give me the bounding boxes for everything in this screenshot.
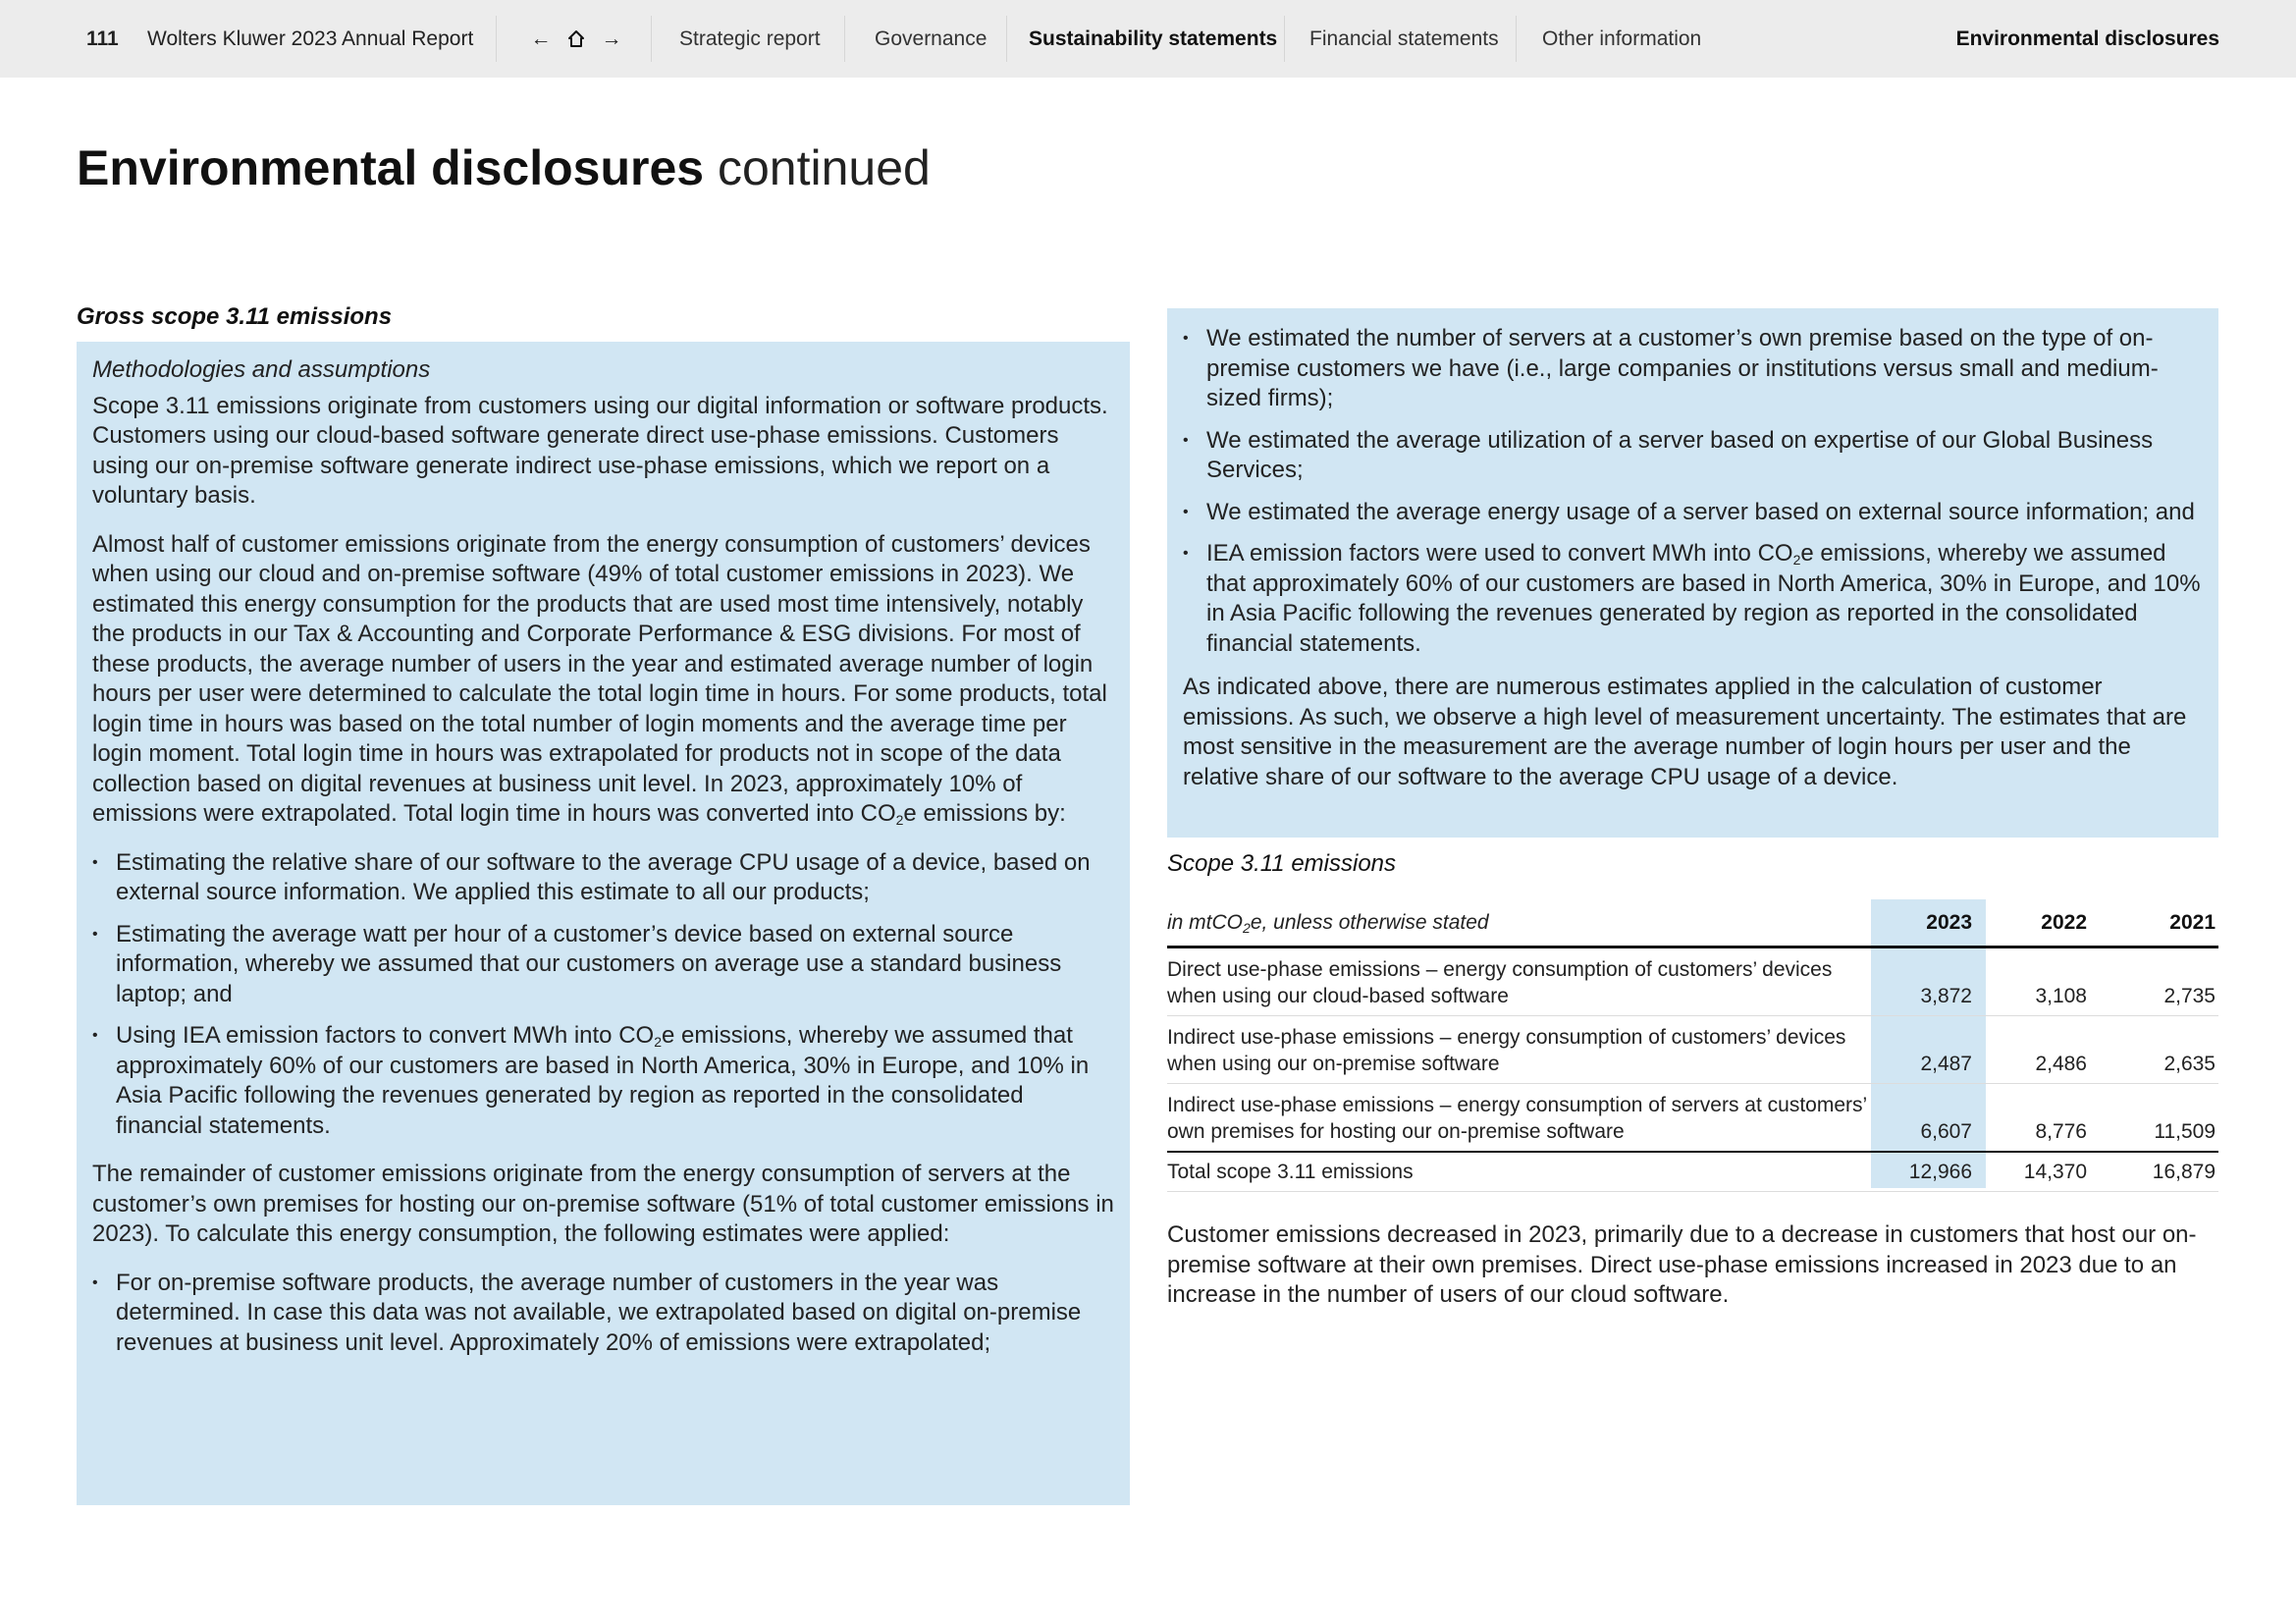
- page-title-bold: Environmental disclosures: [77, 140, 705, 195]
- section-title-gross-scope: Gross scope 3.11 emissions: [77, 303, 393, 330]
- server-estimates-list: [92, 1269, 1114, 1359]
- nav-divider: [844, 16, 845, 62]
- methodology-box: [77, 342, 1130, 1505]
- paragraph-measurement-uncertainty: As indicated above, there are numerous estimates applied in the calculation of customer emissions. As such, we observe a high level of measurement uncertainty. The estimates that are most sensitive in the measurement are the average number of login hours per user and the relative share of our software to the average CPU usage of a device.: [1183, 674, 2187, 790]
- list-item: • Estimating the average watt per hour of a customer’s device based on external source information, whereby we assumed that our customers on average use a standard business laptop; and: [92, 920, 1114, 1010]
- nav-link-financial-statements[interactable]: Financial statements: [1309, 27, 1499, 50]
- column-header-2021: 2021: [2169, 911, 2216, 934]
- paragraph-scope-intro: Scope 3.11 emissions originate from customers using our digital information or software products. Customers using our cloud-based software generate direct use-phase emissions. Customers using our on-premise software generate indirect use-phase emissions, which we report on a voluntary basis.: [92, 392, 1108, 509]
- nav-link-strategic-report[interactable]: Strategic report: [679, 27, 821, 50]
- nav-icons: [530, 27, 622, 51]
- list-item: • IEA emission factors were used to convert MWh into $CO_2e$ emissions, whereby we assumed that approximately 60% of our customers are based in North America, 30% in Europe, and 10% in Asia Pacific following the revenues generated by region as reported in the consolidated financial statements.: [1183, 539, 2203, 659]
- methodology-box-continued: [1167, 308, 2218, 838]
- page-number: 111: [86, 27, 119, 50]
- paragraph-server-emissions: The remainder of customer emissions originate from the energy consumption of servers at the customer’s own premises for hosting our on-premise software (51% of total customer emissions in 2023). To calculate this energy consumption, the following estimates were applied:: [92, 1161, 1114, 1247]
- list-item: • Estimating the relative share of our software to the average CPU usage of a device, based on external source information. We applied this estimate to all our products;: [92, 848, 1114, 908]
- column-header-2022: 2022: [2041, 911, 2087, 934]
- methodology-title: Methodologies and assumptions: [92, 356, 431, 383]
- table-unit-label: in mtCO$_2$e, unless otherwise stated: [1167, 911, 1489, 936]
- server-estimates-list-continued: [1183, 324, 2203, 659]
- nav-link-other-information[interactable]: Other information: [1542, 27, 1702, 50]
- nav-link-sustainability-statements[interactable]: Sustainability statements: [1029, 27, 1278, 50]
- arrow-right-icon[interactable]: →: [601, 27, 622, 50]
- list-item: • For on-premise software products, the average number of customers in the year was determined. In case this data was not available, we extrapolated based on digital on-premise revenues at business unit level. Approximately 20% of emissions were extrapolated;: [92, 1269, 1114, 1359]
- nav-divider: [651, 16, 652, 62]
- table-row: Direct use-phase emissions – energy consumption of customers’ devices when using our cloud-based software 3,872 3,108 2,735: [1167, 948, 2218, 1016]
- device-estimates-list: [92, 848, 1114, 1142]
- top-navigation-bar: [0, 0, 2296, 78]
- nav-divider: [496, 16, 497, 62]
- paragraph-emissions-change-summary: Customer emissions decreased in 2023, primarily due to a decrease in customers that host our on-premise software at their own premises. Direct use-phase emissions increased in 2023 due to an increase in the number of users of our cloud software.: [1167, 1221, 2197, 1308]
- arrow-left-icon[interactable]: ←: [530, 27, 552, 50]
- nav-divider: [1516, 16, 1517, 62]
- table-total-row: Total scope 3.11 emissions 12,966 14,370 16,879: [1167, 1153, 2218, 1192]
- column-header-2023: 2023: [1926, 911, 1972, 934]
- page-title-continued: continued: [704, 140, 931, 195]
- page-title: [77, 139, 931, 196]
- list-item: • We estimated the number of servers at a customer’s own premise based on the type of on-premise customers we have (i.e., large companies or institutions versus small and medium-sized firms);: [1183, 324, 2203, 414]
- table-title: Scope 3.11 emissions: [1167, 850, 1397, 877]
- nav-divider: [1006, 16, 1007, 62]
- document-title[interactable]: Wolters Kluwer 2023 Annual Report: [147, 27, 474, 50]
- scope-311-emissions-table: [1167, 899, 2218, 1192]
- list-item: • We estimated the average energy usage of a server based on external source information; and: [1183, 498, 2203, 528]
- list-item: • Using IEA emission factors to convert MWh into $CO_2e$ emissions, whereby we assumed that approximately 60% of our customers are based in North America, 30% in Europe, and 10% in Asia Pacific following the revenues generated by region as reported in the consolidated financial statements.: [92, 1021, 1114, 1141]
- nav-link-governance[interactable]: Governance: [875, 27, 988, 50]
- list-item: • We estimated the average utilization of a server based on expertise of our Global Business Services;: [1183, 426, 2203, 486]
- table-row: Indirect use-phase emissions – energy consumption of customers’ devices when using our on-premise software 2,487 2,486 2,635: [1167, 1016, 2218, 1084]
- home-icon[interactable]: [565, 29, 587, 49]
- current-section-label: Environmental disclosures: [1955, 27, 2219, 50]
- table-row: Indirect use-phase emissions – energy consumption of servers at customers’ own premises for hosting our on-premise software 6,607 8,776 11,509: [1167, 1084, 2218, 1153]
- table-header-row: [1167, 899, 2218, 948]
- paragraph-device-emissions: Almost half of customer emissions originate from the energy consumption of customers’ devices when using our cloud and on-premise software (49% of total customer emissions in 2023). We estimated this energy consumption for the products that are used most time intensively, notably the products in our Tax & Accounting and Corporate Performance & ESG divisions. For most of these products, the average number of users in the year and estimated average number of login hours per user were determined to calculate the total login time in hours. For some products, total login time in hours was based on the total number of login moments and the average time per login moment. Total login time in hours was extrapolated for products not in scope of the data collection based on digital revenues at business unit level. In 2023, approximately 10% of emissions were extrapolated. Total login time in hours was converted into $CO_2e$ emissions by:: [92, 530, 1107, 828]
- nav-divider: [1284, 16, 1285, 62]
